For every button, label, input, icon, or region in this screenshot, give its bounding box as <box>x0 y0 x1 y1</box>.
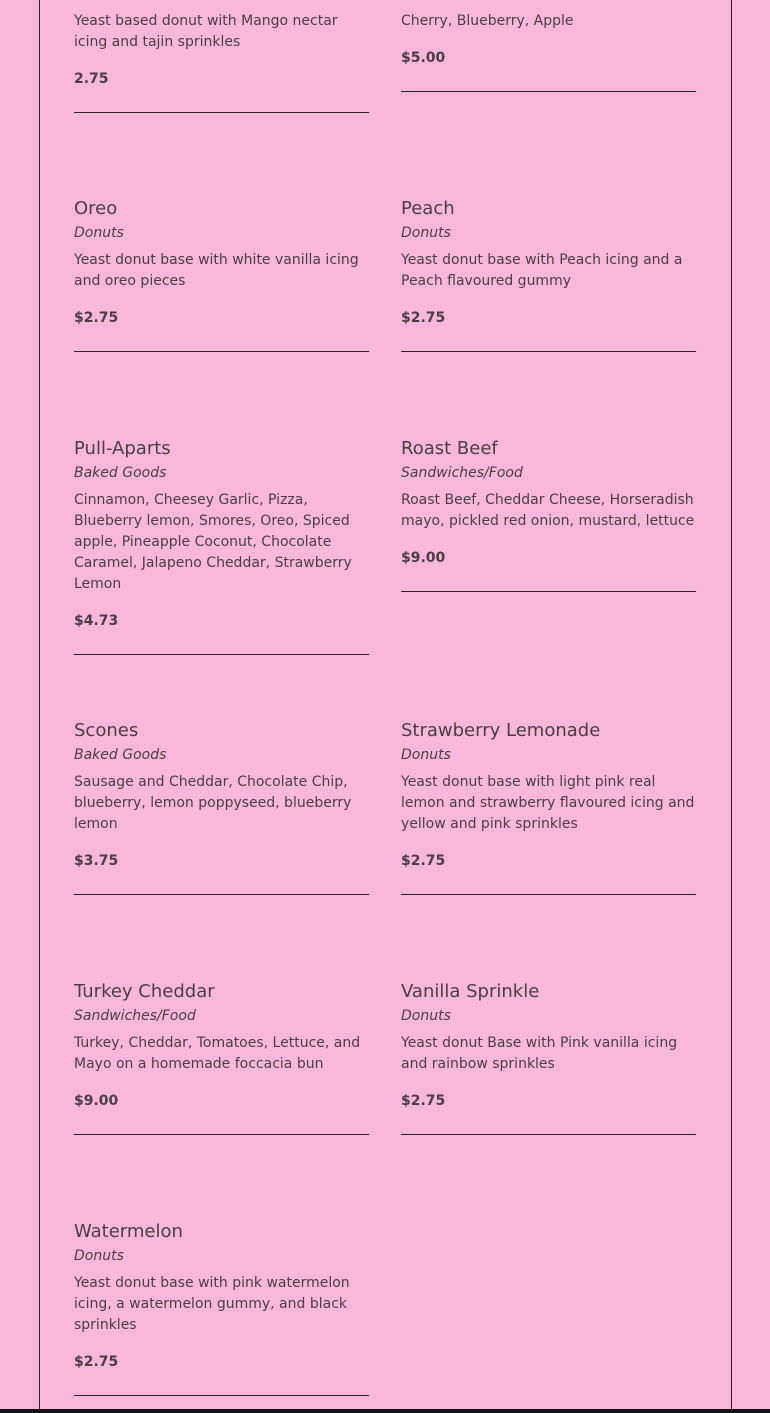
item-divider <box>74 1134 369 1135</box>
item-price: $4.73 <box>74 613 119 629</box>
item-price: $9.00 <box>401 550 446 566</box>
menu-item-scones <box>74 719 369 895</box>
item-divider <box>401 91 696 92</box>
item-divider <box>74 654 369 655</box>
item-name: Turkey Cheddar <box>74 981 215 1002</box>
item-category: Baked Goods <box>74 747 167 763</box>
item-divider <box>74 351 369 352</box>
menu-item-fritter <box>401 11 696 92</box>
item-name: Scones <box>74 720 139 741</box>
item-price: 2.75 <box>74 71 109 87</box>
item-divider <box>401 1134 696 1135</box>
item-description: Yeast based donut with Mango nectar icing and tajin sprinkles <box>74 13 338 50</box>
item-divider <box>401 591 696 592</box>
menu-item-watermelon <box>74 1220 369 1396</box>
item-category: Donuts <box>401 747 451 763</box>
menu-item-turkey-cheddar <box>74 980 369 1135</box>
item-description: Yeast donut base with pink watermelon icing, a watermelon gummy, and black sprinkles <box>74 1275 350 1333</box>
item-price: $5.00 <box>401 50 446 66</box>
item-name: Vanilla Sprinkle <box>401 981 540 1002</box>
item-category: Donuts <box>401 1008 451 1024</box>
item-category: Donuts <box>401 225 451 241</box>
item-name: Oreo <box>74 198 118 219</box>
menu-item-oreo <box>74 197 369 352</box>
menu-item-vanilla-sprinkle <box>401 980 696 1135</box>
item-description: Cinnamon, Cheesey Garlic, Pizza, Blueberry lemon, Smores, Oreo, Spiced apple, Pineapple Coconut, Chocolate Caramel, Jalapeno Cheddar, Strawberry Lemon <box>74 492 352 592</box>
item-price: $2.75 <box>401 853 446 869</box>
item-name: Watermelon <box>74 1221 183 1242</box>
menu-item-peach <box>401 197 696 352</box>
item-name: Roast Beef <box>401 438 498 459</box>
item-description: Yeast donut base with white vanilla icing and oreo pieces <box>74 252 359 289</box>
item-name: Peach <box>401 198 455 219</box>
item-description: Sausage and Cheddar, Chocolate Chip, blueberry, lemon poppyseed, blueberry lemon <box>74 774 352 832</box>
item-description: Yeast donut base with light pink real lemon and strawberry flavoured icing and yellow and pink sprinkles <box>401 774 695 832</box>
item-divider <box>74 1395 369 1396</box>
menu-item-pull-aparts <box>74 437 369 655</box>
item-price: $2.75 <box>74 310 119 326</box>
item-description: Yeast donut Base with Pink vanilla icing and rainbow sprinkles <box>401 1035 678 1072</box>
item-description: Roast Beef, Cheddar Cheese, Horseradish mayo, pickled red onion, mustard, lettuce <box>401 492 695 529</box>
item-divider <box>401 351 696 352</box>
item-name: Pull-Aparts <box>74 438 171 459</box>
item-divider <box>74 894 369 895</box>
item-category: Sandwiches/Food <box>74 1008 196 1024</box>
item-description: Yeast donut base with Peach icing and a Peach flavoured gummy <box>401 252 683 289</box>
item-divider <box>74 112 369 113</box>
menu-item-strawberry-lemonade <box>401 719 696 895</box>
menu-item-roast-beef <box>401 437 696 592</box>
item-price: $9.00 <box>74 1093 119 1109</box>
menu-item-mango <box>74 11 369 113</box>
bottom-edge-bar <box>0 1409 770 1413</box>
item-description: Cherry, Blueberry, Apple <box>401 13 574 29</box>
item-category: Donuts <box>74 1248 124 1264</box>
item-category: Donuts <box>74 225 124 241</box>
item-price: $3.75 <box>74 853 119 869</box>
item-category: Sandwiches/Food <box>401 465 523 481</box>
item-price: $2.75 <box>401 310 446 326</box>
item-description: Turkey, Cheddar, Tomatoes, Lettuce, and Mayo on a homemade foccacia bun <box>74 1035 361 1072</box>
item-name: Strawberry Lemonade <box>401 720 601 741</box>
item-price: $2.75 <box>401 1093 446 1109</box>
item-price: $2.75 <box>74 1354 119 1370</box>
item-category: Baked Goods <box>74 465 167 481</box>
item-divider <box>401 894 696 895</box>
